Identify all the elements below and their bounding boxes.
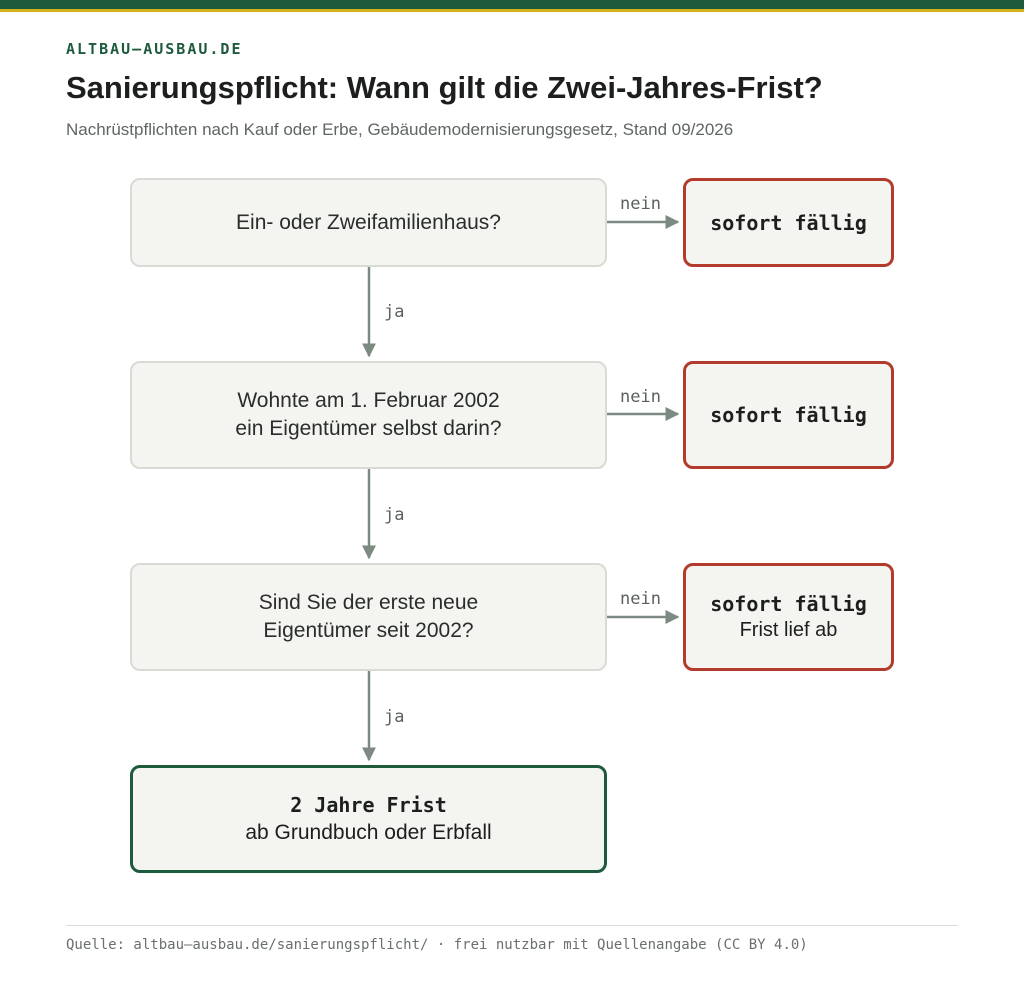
outcome-box-3	[683, 563, 894, 671]
footer-divider	[66, 925, 958, 926]
outcome-3-title: sofort fällig	[710, 592, 867, 616]
question-2-line2: ein Eigentümer selbst darin?	[235, 417, 502, 440]
outcome-box-1	[683, 178, 894, 267]
label-no-1: nein	[620, 194, 661, 214]
outcome-3-detail: Frist lief ab	[739, 619, 838, 641]
label-yes-3: ja	[384, 707, 405, 727]
page-title: Sanierungspflicht: Wann gilt die Zwei-Jahres-Frist?	[66, 70, 823, 105]
label-yes-2: ja	[384, 505, 405, 525]
result-detail: ab Grundbuch oder Erbfall	[245, 821, 492, 844]
outcome-box-2	[683, 361, 894, 469]
question-3-line2: Eigentümer seit 2002?	[263, 619, 474, 642]
question-box-3	[130, 563, 607, 671]
label-no-3: nein	[620, 589, 661, 609]
outcome-1-title: sofort fällig	[710, 210, 867, 235]
question-box-1	[130, 178, 607, 267]
question-box-2	[130, 361, 607, 469]
question-1-text: Ein- oder Zweifamilienhaus?	[236, 210, 501, 234]
label-no-2: nein	[620, 387, 661, 407]
result-title: 2 Jahre Frist	[290, 793, 447, 817]
result-box	[130, 765, 607, 873]
question-2-line1: Wohnte am 1. Februar 2002	[237, 389, 500, 412]
question-3-line1: Sind Sie der erste neue	[258, 591, 479, 614]
label-yes-1: ja	[384, 302, 405, 322]
brand-label: ALTBAU–AUSBAU.DE	[66, 40, 243, 58]
footer-source: Quelle: altbau–ausbau.de/sanierungspflicht/ · frei nutzbar mit Quellenangabe (CC BY 4.0)	[66, 937, 808, 953]
outcome-2-title: sofort fällig	[710, 403, 867, 427]
page-subtitle: Nachrüstpflichten nach Kauf oder Erbe, Gebäudemodernisierungsgesetz, Stand 09/2026	[66, 120, 734, 139]
